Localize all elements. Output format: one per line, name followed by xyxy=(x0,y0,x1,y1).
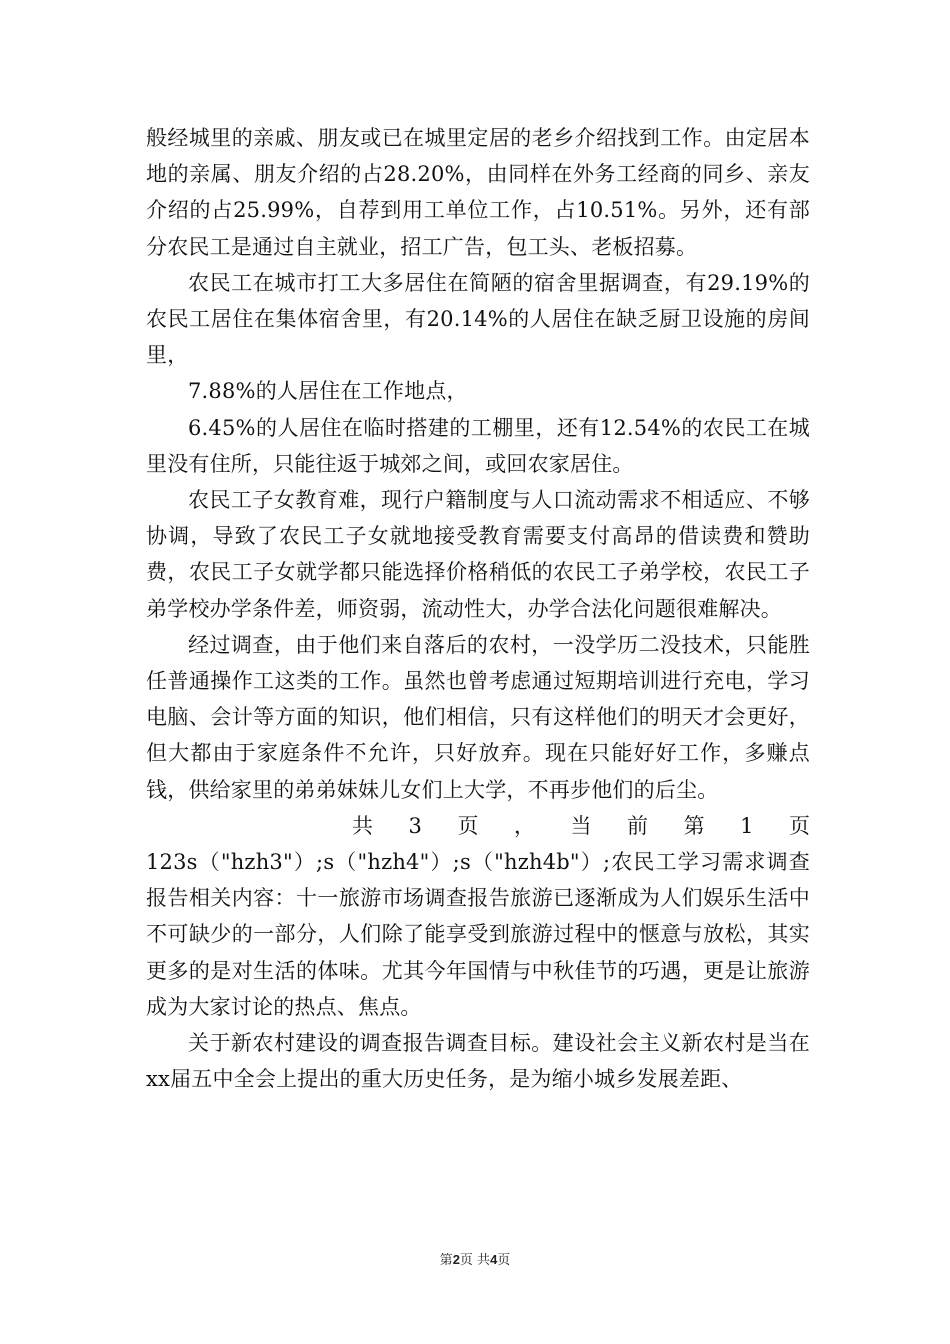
pager-token: 当 xyxy=(570,813,592,838)
pager-token: 3 xyxy=(408,813,422,838)
pager-token: ， xyxy=(513,813,535,838)
paragraph-7: 123s（"hzh3"）;s（"hzh4"）;s（"hzh4b"）;农民工学习需求调查报告相关内容：十一旅游市场调查报告旅游已逐渐成为人们娱乐生活中不可缺少的一部分，人们除了能享受到旅游过程中的惬意与放松，其实更多的是对生活的体味。尤其今年国情与中秋佳节的巧遇，更是让旅游成为大家讨论的热点、焦点。 xyxy=(146,850,810,1019)
paragraph-3: 7.88%的人居住在工作地点， xyxy=(188,379,468,404)
pager-token: 第 xyxy=(683,813,705,838)
pager-token: 1 xyxy=(740,813,754,838)
footer-middle: 页 共 xyxy=(459,1253,491,1268)
paragraph-1: 般经城里的亲戚、朋友或已在城里定居的老乡介绍找到工作。由定居本地的亲属、朋友介绍的占28.20%，由同样在外务工经商的同乡、亲友介绍的占25.99%，自荐到用工单位工作，占10.51%。另外，还有部分农民工是通过自主就业，招工广告，包工头、老板招募。 xyxy=(146,126,810,259)
footer-total-pages: 4 xyxy=(490,1252,498,1267)
page-footer xyxy=(0,1249,950,1268)
paragraph-4: 6.45%的人居住在临时搭建的工棚里，还有12.54%的农民工在城里没有住所，只能往返于城郊之间，或回农家居住。 xyxy=(146,415,810,476)
paragraph-2: 农民工在城市打工大多居住在简陋的宿舍里据调查，有29.19%的农民工居住在集体宿舍里，有20.14%的人居住在缺乏厨卫设施的房间里， xyxy=(146,270,810,368)
paragraph-5: 农民工子女教育难，现行户籍制度与人口流动需求不相适应、不够协调，导致了农民工子女就地接受教育需要支付高昂的借读费和赞助费，农民工子女就学都只能选择价格稍低的农民工子弟学校，农民工子弟学校办学条件差，师资弱，流动性大，办学合法化问题很难解决。 xyxy=(146,488,810,621)
footer-current-page: 2 xyxy=(452,1252,460,1267)
pager-token: 共 xyxy=(352,813,373,838)
pager-token: 页 xyxy=(789,813,810,838)
footer-suffix: 页 xyxy=(497,1253,511,1268)
pager-token: 前 xyxy=(627,813,649,838)
document-body xyxy=(146,120,810,1097)
footer-prefix: 第 xyxy=(439,1253,453,1268)
paragraph-6: 经过调查，由于他们来自落后的农村，一没学历二没技术，只能胜任普通操作工这类的工作。虽然也曾考虑通过短期培训进行充电，学习电脑、会计等方面的知识，他们相信，只有这样他们的明天才会更好，但大都由于家庭条件不允许，只好放弃。现在只能好好工作，多赚点钱，供给家里的弟弟妹妹儿女们上大学，不再步他们的后尘。 xyxy=(146,632,810,802)
inline-page-indicator xyxy=(146,808,810,844)
pager-token: 页 xyxy=(457,813,479,838)
paragraph-8: 关于新农村建设的调查报告调查目标。建设社会主义新农村是当在xx届五中全会上提出的重大历史任务，是为缩小城乡发展差距、 xyxy=(146,1031,810,1092)
